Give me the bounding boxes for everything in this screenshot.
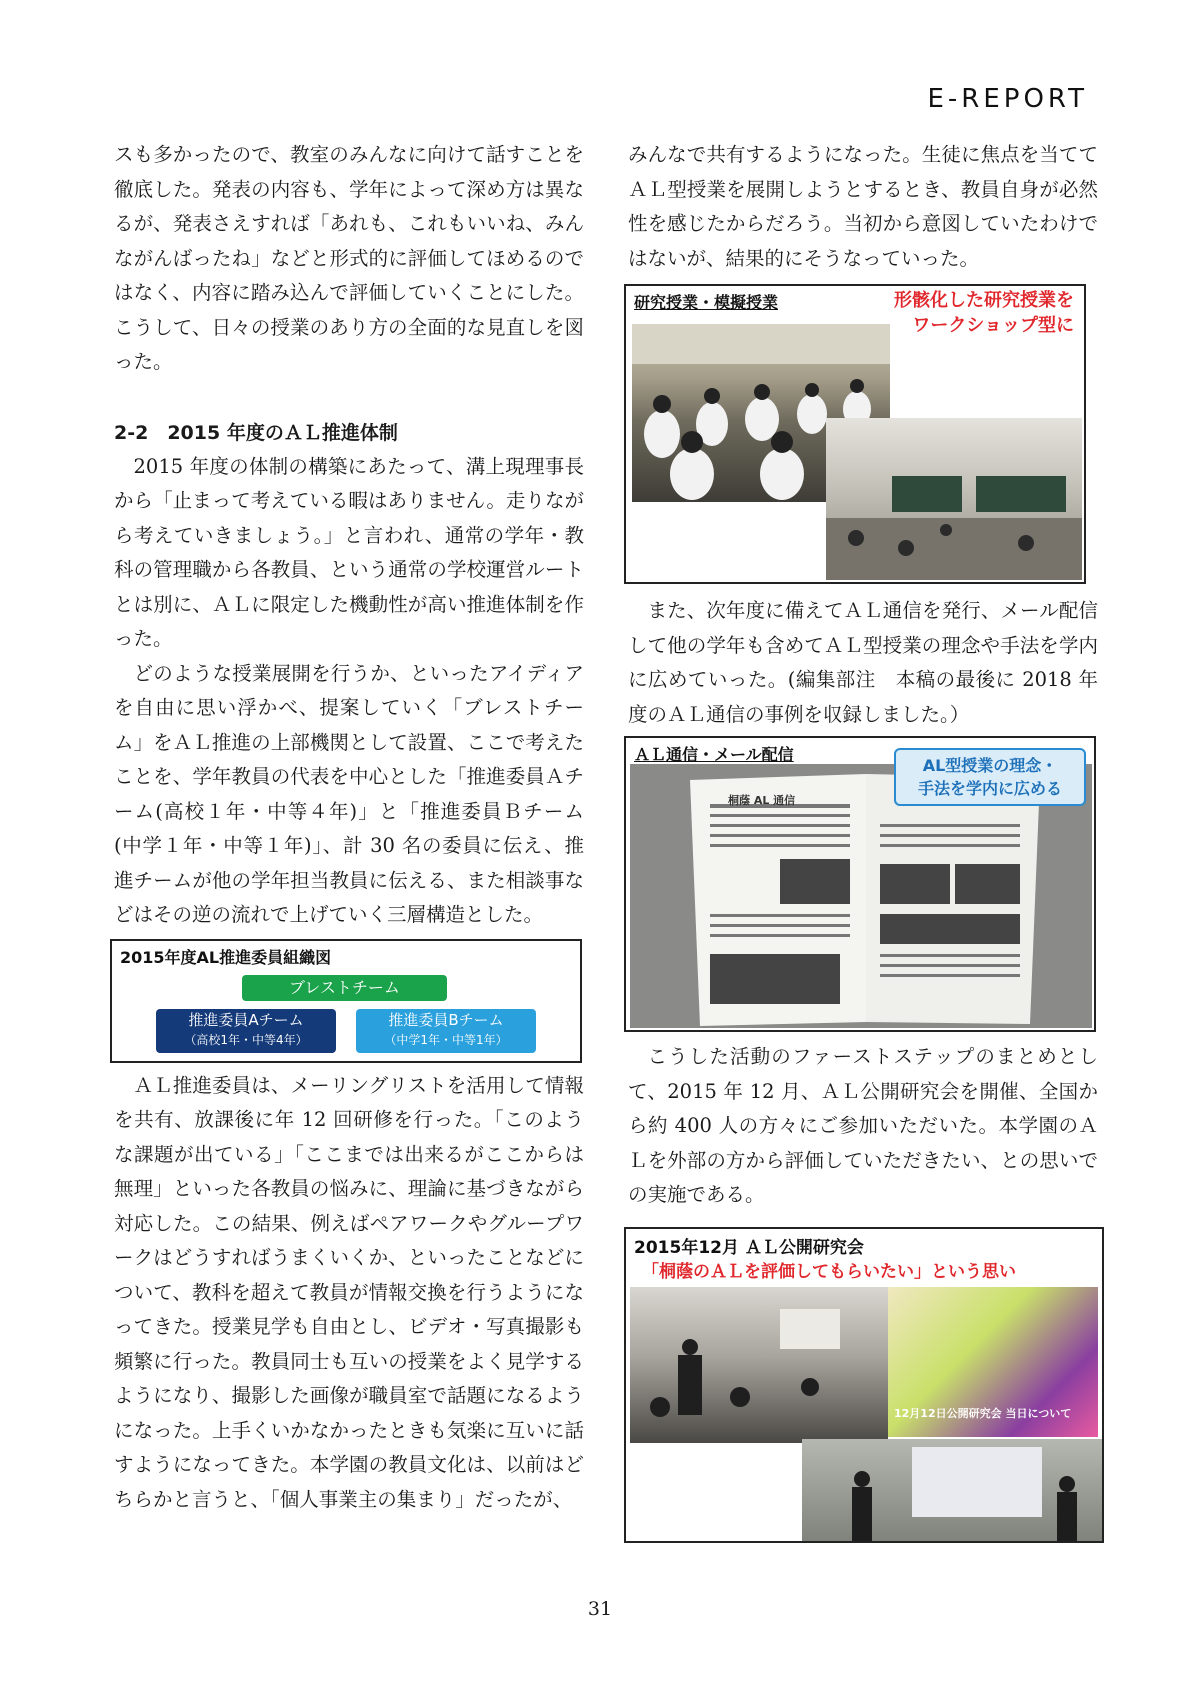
committee-b-title: 推進委員Bチーム	[388, 1010, 504, 1029]
figure-caption: 形骸化した研究授業を ワークショップ型に	[894, 290, 1074, 336]
body-paragraph: みんなで共有するようになった。生徒に焦点を当ててＡＬ型授業を展開しようとするとき、教員自身が必然性を感じたからだろう。当初から意図していたわけではないが、結果的にそうなっていった。	[628, 143, 1098, 270]
brainstorm-team-box: ブレストチーム	[242, 975, 447, 1001]
org-chart-title: 2015年度AL推進委員組織図	[120, 947, 332, 967]
body-paragraph: 2015 年度の体制の構築にあたって、溝上現理事長から「止まって考えている暇はありません。走りながら考えていきましょう。」と言われ、通常の学年・教科の管理職から各教員、という通常の学校運営ルートとは別に、ＡＬに限定した機動性が高い推進体制を作った。	[114, 454, 584, 650]
left-column	[114, 138, 584, 1517]
newsletter-doc-title: 桐蔭 AL 通信	[728, 794, 796, 807]
presenter-photo	[802, 1439, 1102, 1541]
org-chart-figure	[110, 939, 582, 1063]
section-heading: 2-2 2015 年度のＡＬ推進体制	[114, 421, 398, 444]
body-paragraph: ＡＬ推進委員は、メーリングリストを活用して情報を共有、放課後に年 12 回研修を行った。「このような課題が出ている」「ここまでは出来るがここからは無理」といった各教員の悩みに、理論に基づきながら対応した。この結果、例えばペアワークやグループワークはどうすればうまくいくか、といったことなどについて、教科を超えて教員が情報交換を行うようになってきた。授業見学も自由とし、ビデオ・写真撮影も頻繁に行った。教員同士も互いの授業をよく見学するようになり、撮影した画像が職員室で話題になるようになった。上手くいかなかったときも気楽に互いに話すようになってきた。本学園の教員文化は、以前はどちらかと言うと、「個人事業主の集まり」だったが、	[114, 1073, 584, 1511]
body-paragraph: また、次年度に備えてＡＬ通信を発行、メール配信して他の学年も含めてＡＬ型授業の理念や手法を学内に広めていった。(編集部注 本稿の最後に 2018 年度のＡＬ通信の事例を収録しました。）	[628, 599, 1098, 726]
committee-b-sub: （中学1年・中等1年）	[384, 1032, 508, 1047]
slide-text: 12月12日公開研究会 当日について	[894, 1406, 1072, 1420]
research-class-figure	[624, 284, 1086, 584]
committee-a-sub: （高校1年・中等4年）	[184, 1032, 308, 1047]
page-number: 31	[587, 1598, 613, 1620]
committee-a-box	[156, 1009, 336, 1053]
right-column	[628, 138, 1098, 1543]
figure-caption: 「桐蔭のＡＬを評価してもらいたい」という思い	[642, 1261, 1016, 1282]
open-research-figure	[624, 1227, 1104, 1543]
body-paragraph: こうした活動のファーストステップのまとめとして、2015 年 12 月、ＡＬ公開研究会を開催、全国から約 400 人の方々にご参加いただいた。本学園のＡＬを外部の方から評価していただきたい、との思いでの実施である。	[628, 1045, 1098, 1206]
lecture-hall-photo	[826, 418, 1082, 580]
figure-title: 2015年12月 ＡＬ公開研究会	[634, 1237, 864, 1258]
body-paragraph: スも多かったので、教室のみんなに向けて話すことを徹底した。発表の内容も、学年によって深め方は異なるが、発表さえすれば「あれも、これもいいね、みんながんばったね」などと形式的に評価してほめるのではなく、内容に踏み込んで評価していくことにした。こうして、日々の授業のあり方の全面的な見直しを図った。	[114, 143, 584, 373]
figure-title: ＡＬ通信・メール配信	[634, 745, 794, 764]
figure-title: 研究授業・模擬授業	[634, 293, 779, 312]
newsletter-callout: AL型授業の理念・ 手法を学内に広める	[894, 748, 1086, 806]
committee-b-box	[356, 1009, 536, 1053]
body-paragraph: どのような授業展開を行うか、といったアイディアを自由に思い浮かべ、提案していく「ブレストチーム」をＡＬ推進の上部機関として設置、ここで考えたことを、学年教員の代表を中心とした「推進委員Ａチーム(高校１年・中等４年)」と「推進委員Ｂチーム(中学１年・中等１年)」、計 30 名の委員に伝え、推進チームが他の学年担当教員に伝える、また相談事などはその逆の流れで上げていく三層構造とした。	[114, 661, 584, 926]
al-newsletter-figure	[624, 736, 1096, 1032]
slide-photo	[888, 1287, 1098, 1437]
classroom-photo	[630, 1287, 888, 1443]
page-header: E-REPORT	[927, 84, 1088, 114]
committee-a-title: 推進委員Aチーム	[188, 1010, 304, 1029]
